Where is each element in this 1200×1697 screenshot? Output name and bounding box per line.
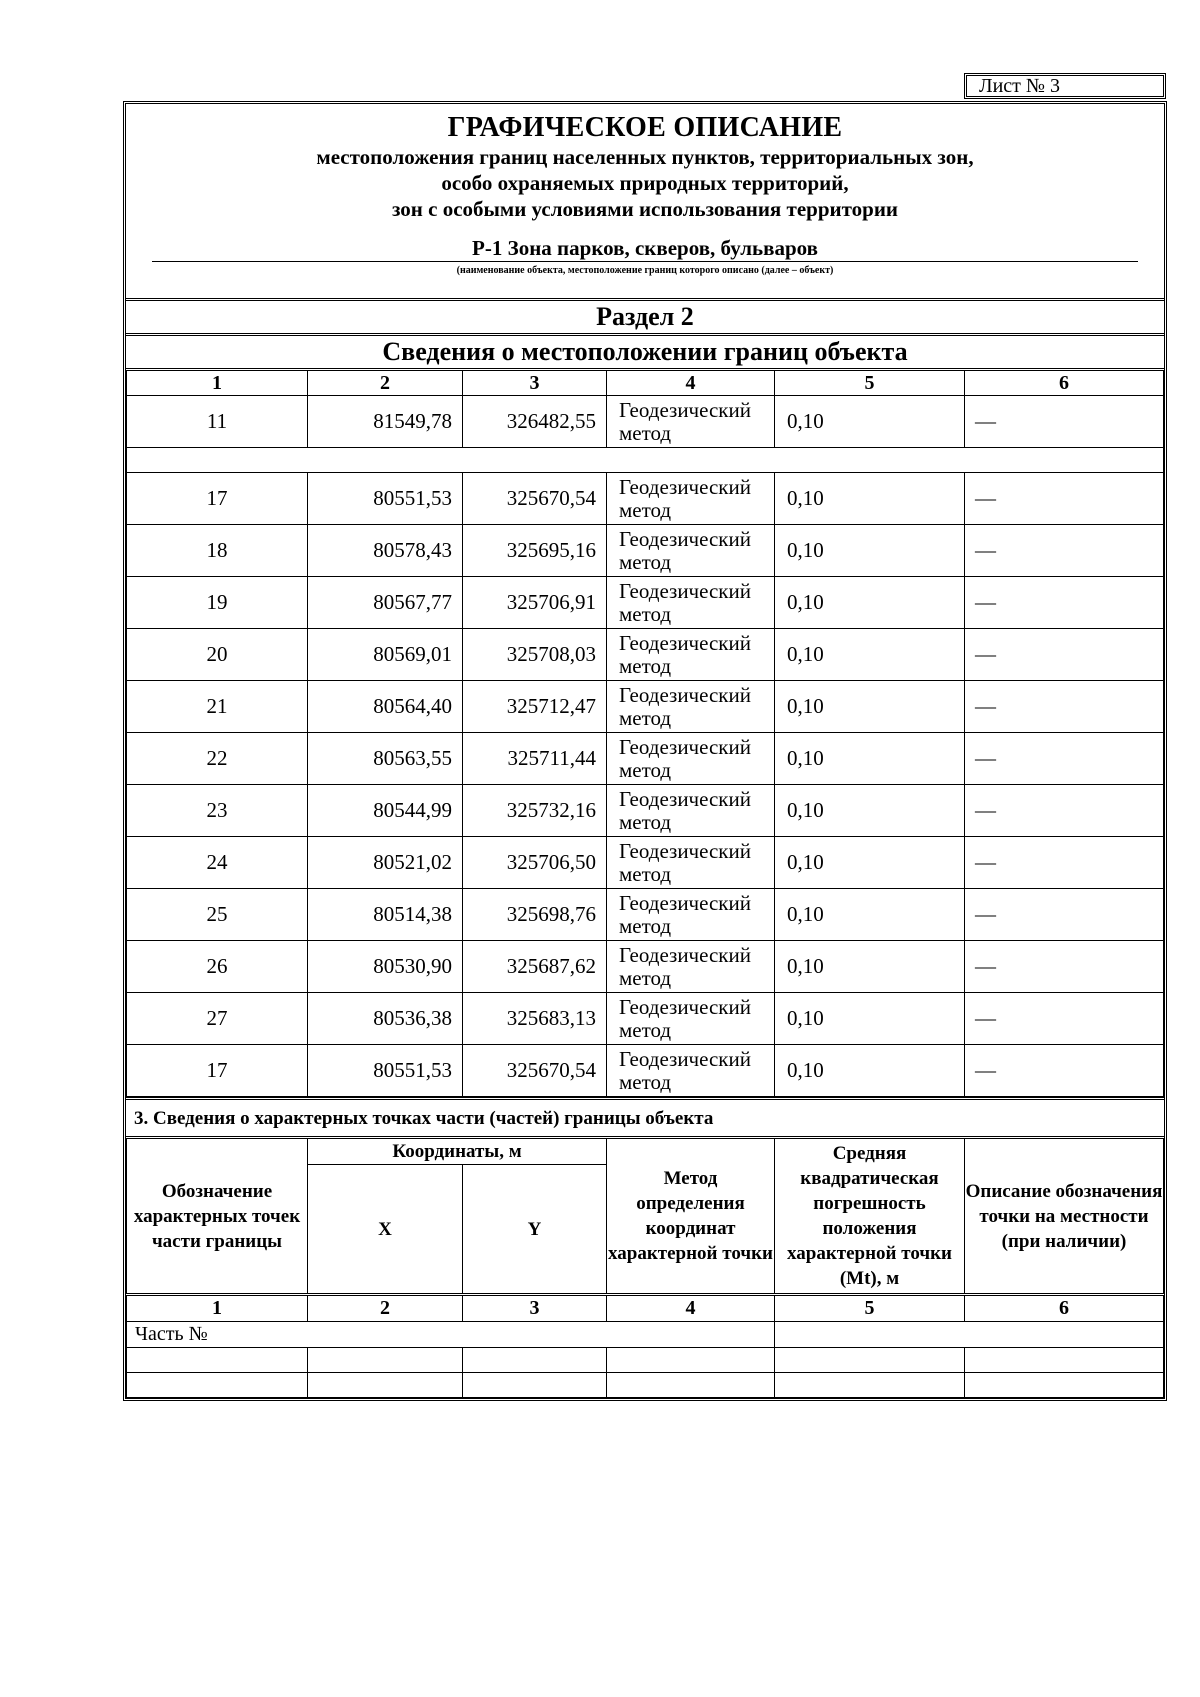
column-number: 1 (127, 1295, 308, 1322)
column-number: 6 (965, 1295, 1164, 1322)
table-row (127, 785, 1164, 837)
table-row (127, 837, 1164, 889)
method: Геодезический метод (607, 396, 775, 448)
point-number: 17 (127, 473, 308, 525)
error-value: 0,10 (775, 629, 965, 681)
empty-cell (308, 1373, 463, 1398)
point-description: — (965, 733, 1164, 785)
table-row (127, 396, 1164, 448)
point-number: 19 (127, 577, 308, 629)
x-coordinate: 80521,02 (308, 837, 463, 889)
column-number: 4 (607, 1295, 775, 1322)
y-coordinate: 325706,50 (463, 837, 607, 889)
table-row (127, 993, 1164, 1045)
separator-row (127, 448, 1164, 473)
point-number: 26 (127, 941, 308, 993)
y-coordinate: 325698,76 (463, 889, 607, 941)
y-coordinate: 325708,03 (463, 629, 607, 681)
y-coordinate: 325695,16 (463, 525, 607, 577)
empty-cell (775, 1373, 965, 1398)
y-coordinate: 325670,54 (463, 1045, 607, 1097)
table-row (127, 1045, 1164, 1097)
error-value: 0,10 (775, 941, 965, 993)
method: Геодезический метод (607, 941, 775, 993)
section-title: Сведения о местоположении границ объекта (126, 333, 1164, 368)
x-coordinate: 80563,55 (308, 733, 463, 785)
point-description: — (965, 629, 1164, 681)
error-value: 0,10 (775, 577, 965, 629)
y-coordinate: 325711,44 (463, 733, 607, 785)
point-description: — (965, 681, 1164, 733)
table-row (127, 889, 1164, 941)
method: Геодезический метод (607, 681, 775, 733)
object-name: Р-1 Зона парков, скверов, бульваров (472, 236, 818, 260)
column-number: 4 (607, 370, 775, 396)
error-value: 0,10 (775, 1045, 965, 1097)
empty-cell (965, 1373, 1164, 1398)
point-number: 22 (127, 733, 308, 785)
x-coordinate: 80544,99 (308, 785, 463, 837)
section3-header-row (127, 1138, 1164, 1165)
method: Геодезический метод (607, 785, 775, 837)
error-value: 0,10 (775, 681, 965, 733)
point-description: — (965, 473, 1164, 525)
error-value: 0,10 (775, 785, 965, 837)
method: Геодезический метод (607, 473, 775, 525)
error-value: 0,10 (775, 889, 965, 941)
empty-cell (607, 1373, 775, 1398)
error-value: 0,10 (775, 396, 965, 448)
empty-cell (607, 1348, 775, 1373)
point-number: 11 (127, 396, 308, 448)
part-points-table (126, 1136, 1164, 1398)
empty-row (127, 1348, 1164, 1373)
empty-cell (463, 1373, 607, 1398)
method: Геодезический метод (607, 889, 775, 941)
point-number: 17 (127, 1045, 308, 1097)
point-number: 18 (127, 525, 308, 577)
part-label: Часть № (127, 1322, 775, 1348)
empty-cell (308, 1348, 463, 1373)
object-caption: (наименование объекта, местоположение границ которого описано (далее – объект) (456, 265, 834, 276)
table-row (127, 733, 1164, 785)
error-value: 0,10 (775, 473, 965, 525)
table-row (127, 577, 1164, 629)
point-number: 20 (127, 629, 308, 681)
y-coordinate: 325670,54 (463, 473, 607, 525)
object-name-rule (152, 261, 1138, 262)
subtitle-line-1: местоположения границ населенных пунктов, территориальных зон, (316, 145, 974, 169)
table-row (127, 473, 1164, 525)
x-coordinate: 80551,53 (308, 1045, 463, 1097)
point-number: 27 (127, 993, 308, 1045)
part-label-blank (775, 1322, 1164, 1348)
method: Геодезический метод (607, 525, 775, 577)
error-header: Средняя квадратическая погрешность положения характерной точки (Mt), м (775, 1138, 965, 1295)
column-number-row (127, 370, 1164, 396)
y-coordinate: 326482,55 (463, 396, 607, 448)
empty-cell (127, 1348, 308, 1373)
column-number: 2 (308, 1295, 463, 1322)
point-number: 23 (127, 785, 308, 837)
table-row (127, 629, 1164, 681)
method: Геодезический метод (607, 837, 775, 889)
error-value: 0,10 (775, 993, 965, 1045)
empty-cell (463, 1348, 607, 1373)
point-number: 21 (127, 681, 308, 733)
column-number-row (127, 1295, 1164, 1322)
empty-cell (965, 1348, 1164, 1373)
x-header: X (308, 1165, 463, 1295)
x-coordinate: 80530,90 (308, 941, 463, 993)
y-header: Y (463, 1165, 607, 1295)
x-coordinate: 80569,01 (308, 629, 463, 681)
method: Геодезический метод (607, 577, 775, 629)
point-description: — (965, 941, 1164, 993)
point-description: — (965, 525, 1164, 577)
column-number: 2 (308, 370, 463, 396)
empty-row (127, 1373, 1164, 1398)
point-description: — (965, 889, 1164, 941)
method-header: Метод определения координат характерной точки (607, 1138, 775, 1295)
subtitle-line-2: особо охраняемых природных территорий, (441, 171, 849, 195)
y-coordinate: 325706,91 (463, 577, 607, 629)
point-description: — (965, 785, 1164, 837)
x-coordinate: 80514,38 (308, 889, 463, 941)
method: Геодезический метод (607, 629, 775, 681)
header-block (126, 104, 1164, 298)
x-coordinate: 80567,77 (308, 577, 463, 629)
column-number: 3 (463, 1295, 607, 1322)
table-row (127, 941, 1164, 993)
y-coordinate: 325732,16 (463, 785, 607, 837)
table-row (127, 681, 1164, 733)
column-number: 5 (775, 370, 965, 396)
column-number: 5 (775, 1295, 965, 1322)
point-description: — (965, 1045, 1164, 1097)
error-value: 0,10 (775, 733, 965, 785)
method: Геодезический метод (607, 733, 775, 785)
coordinates-table (126, 368, 1164, 1097)
part-label-row (127, 1322, 1164, 1348)
x-coordinate: 80536,38 (308, 993, 463, 1045)
method: Геодезический метод (607, 1045, 775, 1097)
point-description: — (965, 993, 1164, 1045)
error-value: 0,10 (775, 525, 965, 577)
column-number: 6 (965, 370, 1164, 396)
point-number: 25 (127, 889, 308, 941)
y-coordinate: 325712,47 (463, 681, 607, 733)
sheet-number: Лист № 3 (964, 73, 1166, 99)
y-coordinate: 325687,62 (463, 941, 607, 993)
subtitle-line-3: зон с особыми условиями использования территории (391, 197, 899, 221)
document-title: ГРАФИЧЕСКОЕ ОПИСАНИЕ (447, 112, 843, 143)
column-number: 3 (463, 370, 607, 396)
error-value: 0,10 (775, 837, 965, 889)
coords-header: Координаты, м (308, 1138, 607, 1165)
section3-title: 3. Сведения о характерных точках части (частей) границы объекта (126, 1097, 1164, 1136)
point-description: — (965, 837, 1164, 889)
point-number: 24 (127, 837, 308, 889)
x-coordinate: 81549,78 (308, 396, 463, 448)
x-coordinate: 80551,53 (308, 473, 463, 525)
table-row (127, 525, 1164, 577)
empty-cell (775, 1348, 965, 1373)
method: Геодезический метод (607, 993, 775, 1045)
point-description: — (965, 396, 1164, 448)
x-coordinate: 80578,43 (308, 525, 463, 577)
column-number: 1 (127, 370, 308, 396)
empty-cell (127, 1373, 308, 1398)
document-frame (123, 101, 1167, 1401)
separator-cell (127, 448, 1164, 473)
point-description: — (965, 577, 1164, 629)
desc-header: Описание обозначения точки на местности (при наличии) (965, 1138, 1164, 1295)
point-header: Обозначение характерных точек части границы (127, 1138, 308, 1295)
x-coordinate: 80564,40 (308, 681, 463, 733)
section-heading: Раздел 2 (126, 298, 1164, 333)
y-coordinate: 325683,13 (463, 993, 607, 1045)
